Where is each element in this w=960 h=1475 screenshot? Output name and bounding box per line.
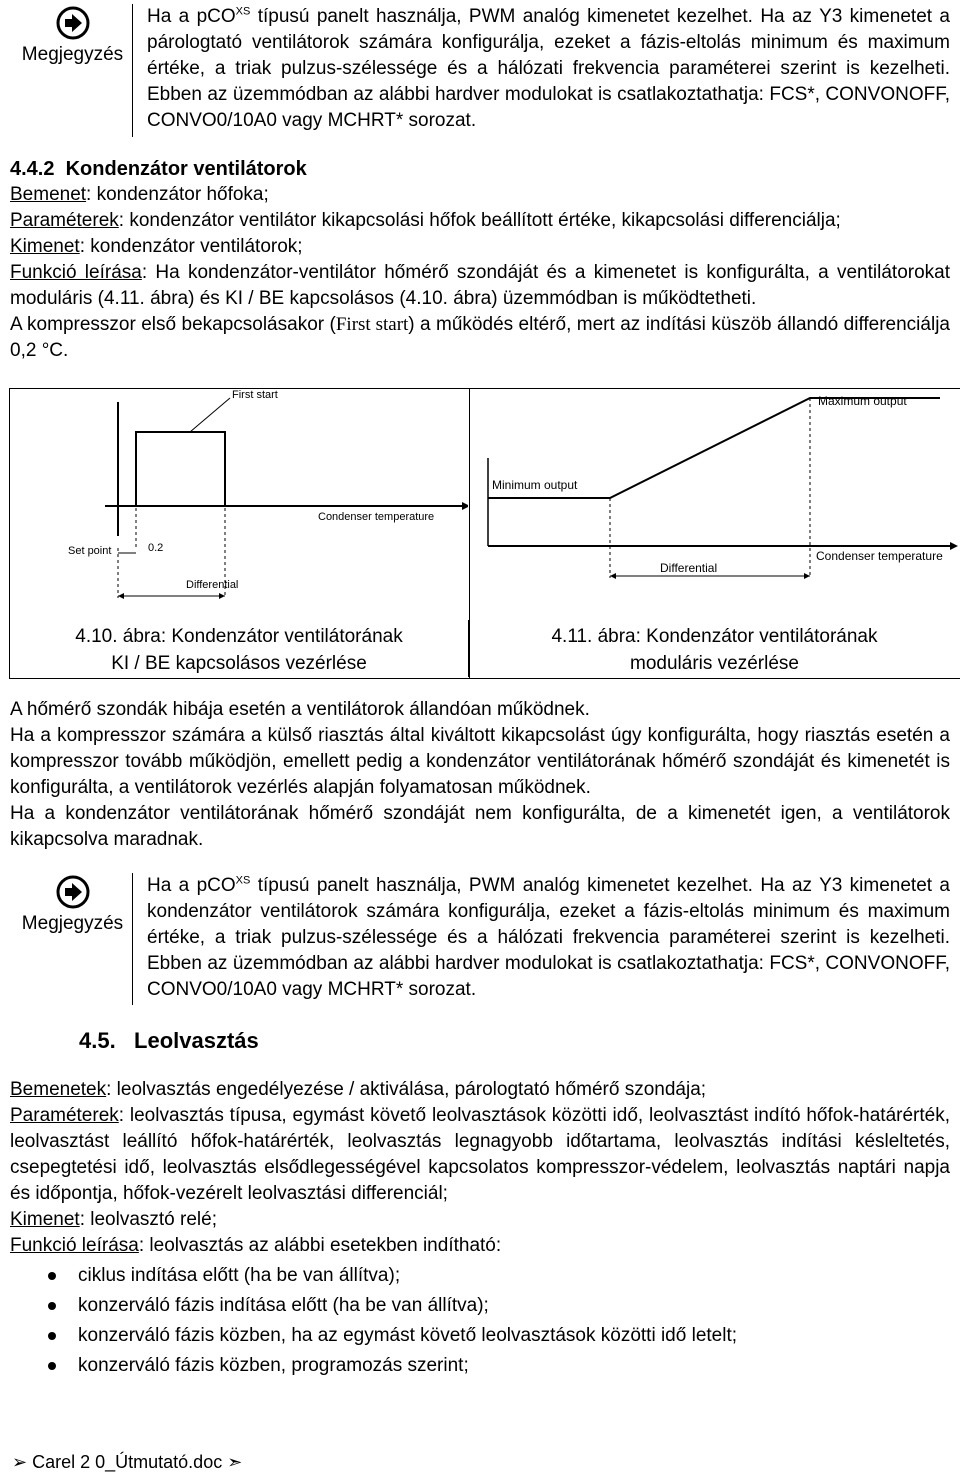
- note-text: [132, 4, 950, 137]
- section-title: Leolvasztás: [134, 1028, 259, 1053]
- output-label: Kimenet: [10, 1209, 80, 1230]
- note-text-part: típusú panelt használja, PWM analóg kimenetet kezelhet. Ha az Y3 kimenetet a párologtató ventilátorok számára konfigurálja, ezeket a fázis-eltolás minimum és maximum értéke, a triak pulzus-szélessége és a hálózati frekvencia paraméterei szerint is kezelheti. Ebben az üzemmódban az alábbi hardver modulokat is csatlakoztathatja: FCS*, CONVONOFF, CONVO0/10A0 vagy MCHRT* sorozat.: [147, 6, 950, 131]
- arrow-head: [118, 593, 124, 599]
- compressor-paragraph: [10, 312, 950, 364]
- figure-left-caption: [10, 623, 468, 677]
- figure-left-diagram: [10, 388, 468, 620]
- inputs-label: Bemenetek: [10, 1079, 107, 1100]
- condenser-temperature-label: Condenser temperature: [318, 511, 435, 523]
- function-label: Funkció leírása: [10, 262, 142, 283]
- list-item: konzerváló fázis indítása előtt (ha be van állítva);: [10, 1291, 950, 1321]
- function-label: Funkció leírása: [10, 1235, 139, 1256]
- caption-line: moduláris vezérlése: [630, 653, 799, 674]
- differential-label: Differential: [186, 579, 239, 591]
- params-label: Paraméterek: [10, 210, 119, 231]
- maximum-output-label: Maximum output: [818, 394, 907, 408]
- note-superscript: XS: [235, 874, 251, 887]
- section-heading: [10, 156, 950, 182]
- params-text: : leolvasztás típusa, egymást követő leolvasztások közötti idő, leolvasztást indító hőfok-határérték, leolvasztást leállító hőfok-határérték, leolvasztás legnagyobb időtartama, leolvasztás indítási késleltetés, csepegtetési idő, leolvasztás elsődlegességével kapcsolatos kompresszor-védelem, leolvasztás naptári napja és időpontja, hőfok-vezérelt leolvasztási differenciál;: [10, 1105, 950, 1204]
- inputs-text: : leolvasztás engedélyezése / aktiválása, párologtató hőmérő szondája;: [106, 1079, 707, 1100]
- delta-label: 0.2: [148, 542, 164, 554]
- first-start-term: First start: [335, 314, 409, 335]
- note-text-part: típusú panelt használja, PWM analóg kimenetet kezelhet. Ha az Y3 kimenetet a kondenzátor ventilátorok számára konfigurálja, ezeket a fázis-eltolás minimum és maximum értéke, a triak pulzus-szélessége és a hálózati frekvencia paraméterei szerint is kezelheti. Ebben az üzemmódban az alábbi hardver modulokat is csatlakoztathatja: FCS*, CONVONOFF, CONVO0/10A0 vagy MCHRT* sorozat.: [147, 875, 950, 1000]
- output-text: : leolvasztó relé;: [79, 1209, 217, 1230]
- function-line: [10, 1233, 950, 1259]
- output-line: [10, 234, 950, 260]
- input-line: [10, 182, 950, 208]
- compressor-text: A kompresszor első bekapcsolásakor (: [10, 314, 336, 335]
- params-paragraph: [10, 1103, 950, 1207]
- paragraph: Ha a kompresszor számára a külső riasztás által kiváltott kikapcsolást úgy konfigurálta, hogy riasztás esetén a kompresszor tovább működjön, emellett pedig a kondenzátor ventilátorának hőmérő szondáját és kimenetét is konfigurálta, a ventilátorok vezérlés alapján folyamatosan működnek.: [10, 725, 950, 798]
- note-superscript: XS: [235, 5, 251, 18]
- params-text: : kondenzátor ventilátor kikapcsolási hőfok beállított értéke, kikapcsolási differenciálja;: [118, 210, 841, 231]
- compressor-text: ) a működés eltérő, mert az indítási küszöb állandó differenciálja 0,2 °C.: [10, 314, 950, 361]
- output-label: Kimenet: [10, 236, 80, 257]
- arrow-head: [219, 593, 225, 599]
- note-text-part: Ha a pCO: [147, 6, 236, 27]
- output-text: : kondenzátor ventilátorok;: [79, 236, 303, 257]
- differential-label: Differential: [660, 561, 718, 575]
- minimum-output-label: Minimum output: [492, 478, 578, 492]
- figure-divider: [468, 620, 469, 677]
- after-figures-text: [10, 697, 950, 853]
- arrow-right-circle-icon: [56, 875, 90, 909]
- note-label-group: [10, 4, 135, 68]
- defrost-conditions-list: [10, 1261, 950, 1381]
- function-paragraph: [10, 260, 950, 312]
- x-axis-arrow: [462, 502, 468, 510]
- footer-right-arrow-icon: ➣: [227, 1452, 243, 1472]
- first-start-label: First start: [232, 389, 278, 401]
- note-block-1: [10, 4, 950, 137]
- list-item: konzerváló fázis közben, ha az egymást követő leolvasztások közötti idő letelt;: [10, 1321, 950, 1351]
- section-4-5-body: [10, 1077, 950, 1381]
- caption-line: 4.10. ábra: Kondenzátor ventilátorának: [75, 626, 403, 647]
- list-item: konzerváló fázis közben, programozás szerint;: [10, 1351, 950, 1381]
- figure-right-diagram: [470, 388, 959, 620]
- page-footer: [12, 1449, 242, 1475]
- note-label: Megjegyzés: [21, 44, 124, 65]
- params-label: Paraméterek: [10, 1105, 119, 1126]
- arrow-right-circle-icon: [56, 6, 90, 40]
- caption-line: 4.11. ábra: Kondenzátor ventilátorának: [551, 626, 878, 647]
- section-number: 4.4.2: [10, 158, 55, 180]
- list-item: ciklus indítása előtt (ha be van állítva);: [10, 1261, 950, 1291]
- input-text: : kondenzátor hőfoka;: [86, 184, 269, 205]
- section-4-4-2: [10, 156, 950, 364]
- footer-left-arrow-icon: ➢: [12, 1452, 28, 1472]
- arrow-head: [610, 573, 616, 579]
- arrow-head: [804, 573, 810, 579]
- function-text: : leolvasztás az alábbi esetekben indítható:: [138, 1235, 502, 1256]
- note-label: Megjegyzés: [21, 913, 124, 934]
- input-label: Bemenet: [10, 184, 87, 205]
- condenser-temperature-label: Condenser temperature: [816, 549, 943, 563]
- footer-filename: Carel 2 0_Útmutató.doc: [32, 1452, 223, 1472]
- figure-right-caption: [470, 623, 959, 677]
- params-line: [10, 208, 950, 234]
- set-point-label: Set point: [68, 545, 112, 557]
- paragraph: Ha a kondenzátor ventilátorának hőmérő szondáját nem konfigurálta, de a kimenetét igen, a ventilátorok kikapcsolva maradnak.: [10, 803, 950, 850]
- function-text: : Ha kondenzátor-ventilátor hőmérő szondáját és a kimenetet is konfigurálta, a ventilátorokat moduláris (4.11. ábra) és KI / BE kapcsolásos (4.10. ábra) üzemmódban is működtetheti.: [10, 262, 950, 309]
- section-heading-4-5: [79, 1026, 259, 1056]
- note-text: [132, 873, 950, 1005]
- section-title: Kondenzátor ventilátorok: [65, 158, 307, 180]
- note-label-group: [10, 873, 135, 937]
- note-text-part: Ha a pCO: [147, 875, 236, 896]
- caption-line: KI / BE kapcsolásos vezérlése: [111, 653, 367, 674]
- pointer-line: [190, 398, 230, 432]
- note-block-2: [10, 873, 950, 1005]
- first-start-curve: [118, 432, 225, 506]
- output-line: [10, 1207, 950, 1233]
- inputs-line: [10, 1077, 950, 1103]
- section-number: 4.5.: [79, 1028, 116, 1053]
- paragraph: A hőmérő szondák hibája esetén a ventilátorok állandóan működnek.: [10, 699, 590, 720]
- x-axis-arrow: [950, 542, 958, 550]
